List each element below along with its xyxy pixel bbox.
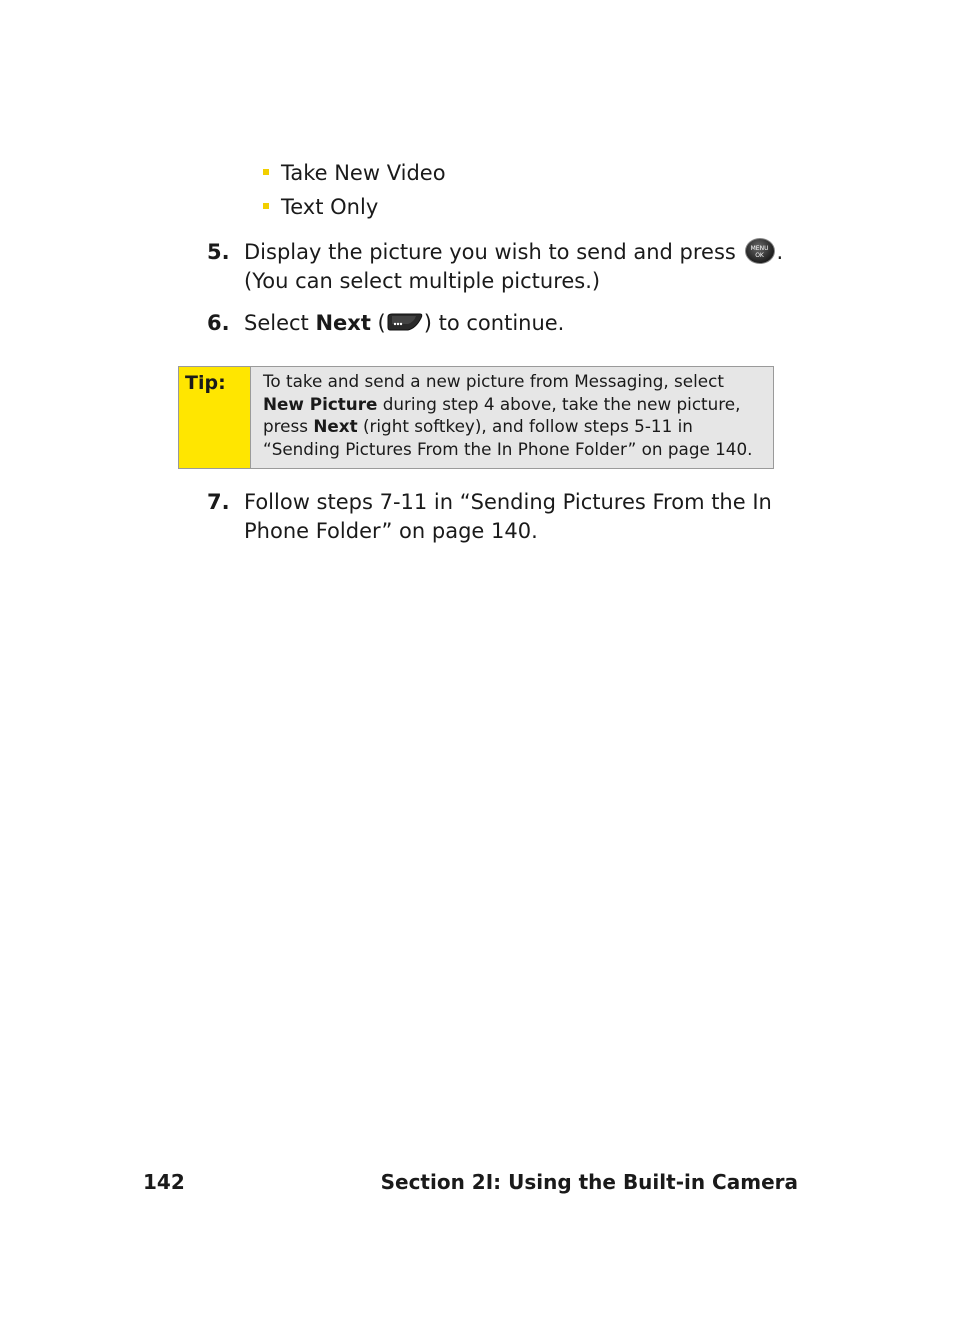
step-5 bbox=[207, 238, 787, 296]
tip-bold-term: New Picture bbox=[263, 393, 378, 414]
step-6 bbox=[207, 309, 787, 338]
step-text-part: ( bbox=[370, 311, 386, 335]
bullet-square-icon bbox=[263, 169, 269, 175]
step-number: 5. bbox=[207, 240, 230, 264]
bullet-item bbox=[263, 194, 378, 220]
tip-text-part: To take and send a new picture from Messaging, select bbox=[263, 371, 724, 391]
step-text-part: Select bbox=[244, 311, 316, 335]
step-text bbox=[244, 238, 787, 296]
bullet-square-icon bbox=[263, 203, 269, 209]
bullet-text: Text Only bbox=[281, 195, 379, 219]
right-softkey-icon bbox=[386, 312, 424, 332]
menu-ok-key-icon bbox=[745, 238, 775, 264]
step-bold-term: Next bbox=[315, 311, 371, 335]
step-text: Follow steps 7-11 in “Sending Pictures From the In Phone Folder” on page 140. bbox=[244, 490, 772, 543]
step-7 bbox=[207, 488, 787, 546]
bullet-item bbox=[263, 160, 446, 186]
key-label: OK bbox=[755, 252, 764, 259]
section-title: Section 2I: Using the Built-in Camera bbox=[380, 1170, 798, 1194]
step-text-part: ) to continue. bbox=[423, 311, 565, 335]
tip-box bbox=[178, 366, 774, 469]
key-label: MENU bbox=[750, 245, 769, 252]
page-number: 142 bbox=[143, 1170, 185, 1194]
tip-text-part: (right softkey), and follow steps 5-11 in “Sending Pictures From the In Phone Folder” on page 140. bbox=[263, 416, 753, 459]
step-text-part: . (You can select multiple pictures.) bbox=[244, 240, 784, 293]
step-text bbox=[244, 309, 787, 338]
bullet-text: Take New Video bbox=[281, 161, 446, 185]
tip-text-part: during step 4 above, take the new picture, press bbox=[263, 393, 741, 436]
tip-text bbox=[263, 370, 763, 460]
step-text-part: Display the picture you wish to send and press bbox=[244, 240, 736, 264]
step-number: 6. bbox=[207, 311, 230, 335]
step-number: 7. bbox=[207, 490, 230, 514]
tip-label: Tip: bbox=[179, 367, 251, 468]
tip-bold-term: Next bbox=[313, 416, 358, 436]
